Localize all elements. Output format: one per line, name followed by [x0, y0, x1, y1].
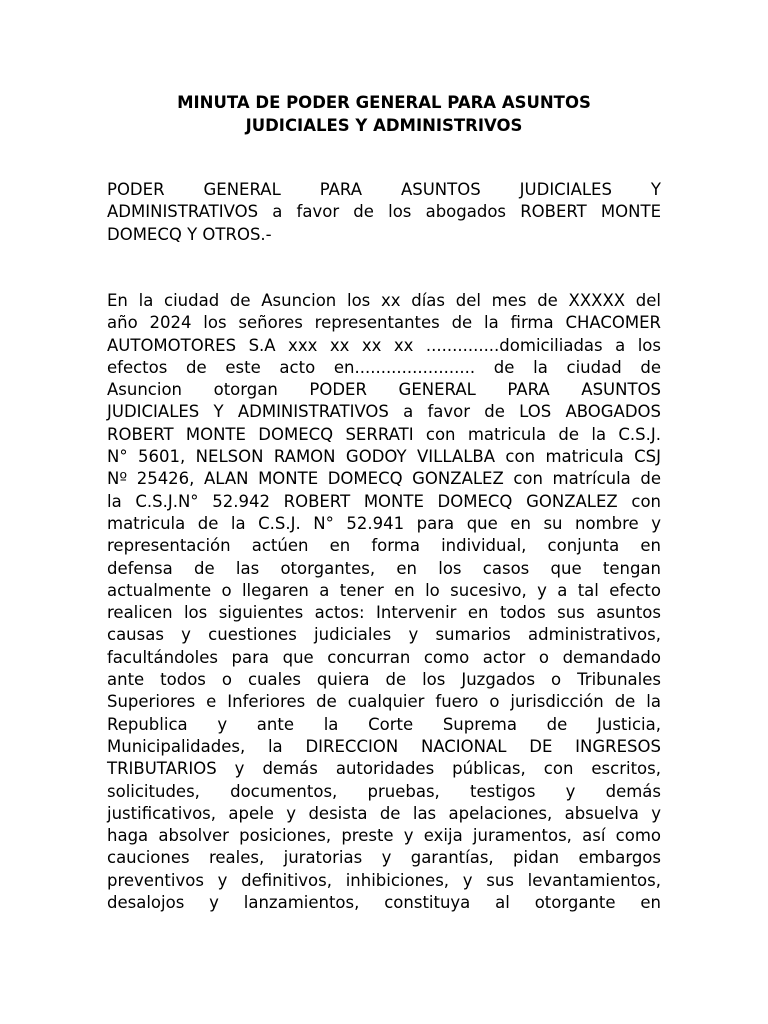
body-line: desalojos y lanzamientos, constituya al otorgante en	[107, 893, 661, 913]
body-line: solicitudes, documentos, pruebas, testigos y demás	[107, 781, 661, 801]
intro-paragraph	[107, 179, 661, 246]
body-line: TRIBUTARIOS y demás autoridades públicas, con escritos,	[107, 759, 661, 779]
body-line: actualmente o llegaren a tener en lo sucesivo, y a tal efecto	[107, 580, 661, 600]
body-paragraph	[107, 290, 661, 914]
body-line: realicen los siguientes actos: Intervenir en todos sus asuntos	[107, 603, 661, 623]
body-line: justificativos, apele y desista de las apelaciones, absuelva y	[107, 803, 661, 823]
body-line: haga absolver posiciones, preste y exija juramentos, así como	[107, 826, 661, 846]
body-line: N° 5601, NELSON RAMON GODOY VILLALBA con matricula CSJ	[107, 447, 661, 467]
intro-line: ADMINISTRATIVOS a favor de los abogados ROBERT MONTE	[107, 202, 661, 222]
document-title-line-1: MINUTA DE PODER GENERAL PARA ASUNTOS	[177, 93, 591, 112]
document-title-line-2: JUDICIALES Y ADMINISTRIVOS	[245, 116, 523, 135]
intro-line: PODER GENERAL PARA ASUNTOS JUDICIALES Y	[107, 180, 661, 199]
body-line: defensa de las otorgantes, en los casos que tengan	[107, 558, 661, 578]
body-line: Superiores e Inferiores de cualquier fuero o jurisdicción de la	[107, 692, 661, 712]
body-line: matricula de la C.S.J. N° 52.941 para que en su nombre y	[107, 513, 661, 533]
body-line: facultándoles para que concurran como actor o demandado	[107, 647, 661, 667]
body-line: AUTOMOTORES S.A xxx xx xx xx ..............domiciliadas a los	[107, 335, 661, 355]
body-line: año 2024 los señores representantes de la firma CHACOMER	[107, 313, 661, 333]
body-line: cauciones reales, juratorias y garantías, pidan embargos	[107, 848, 661, 868]
body-line: Nº 25426, ALAN MONTE DOMECQ GONZALEZ con matrícula de	[107, 469, 661, 489]
body-line: efectos de este acto en....................... de la ciudad de	[107, 357, 661, 377]
body-line: ante todos o cuales quiera de los Juzgados o Tribunales	[107, 670, 661, 690]
body-line: Asuncion otorgan PODER GENERAL PARA ASUNTOS	[107, 380, 661, 400]
intro-line: DOMECQ Y OTROS.-	[107, 224, 272, 244]
body-line: preventivos y definitivos, inhibiciones, y sus levantamientos,	[107, 870, 661, 890]
body-line: En la ciudad de Asuncion los xx días del mes de XXXXX del	[107, 291, 661, 310]
body-line: la C.S.J.N° 52.942 ROBERT MONTE DOMECQ GONZALEZ con	[107, 491, 661, 511]
body-line: JUDICIALES Y ADMINISTRATIVOS a favor de LOS ABOGADOS	[107, 402, 661, 422]
body-line: Municipalidades, la DIRECCION NACIONAL DE INGRESOS	[107, 736, 661, 756]
body-line: Republica y ante la Corte Suprema de Justicia,	[107, 714, 661, 734]
body-line: representación actúen en forma individual, conjunta en	[107, 536, 661, 556]
body-line: causas y cuestiones judiciales y sumarios administrativos,	[107, 625, 661, 645]
body-line: ROBERT MONTE DOMECQ SERRATI con matricula de la C.S.J.	[107, 424, 661, 444]
